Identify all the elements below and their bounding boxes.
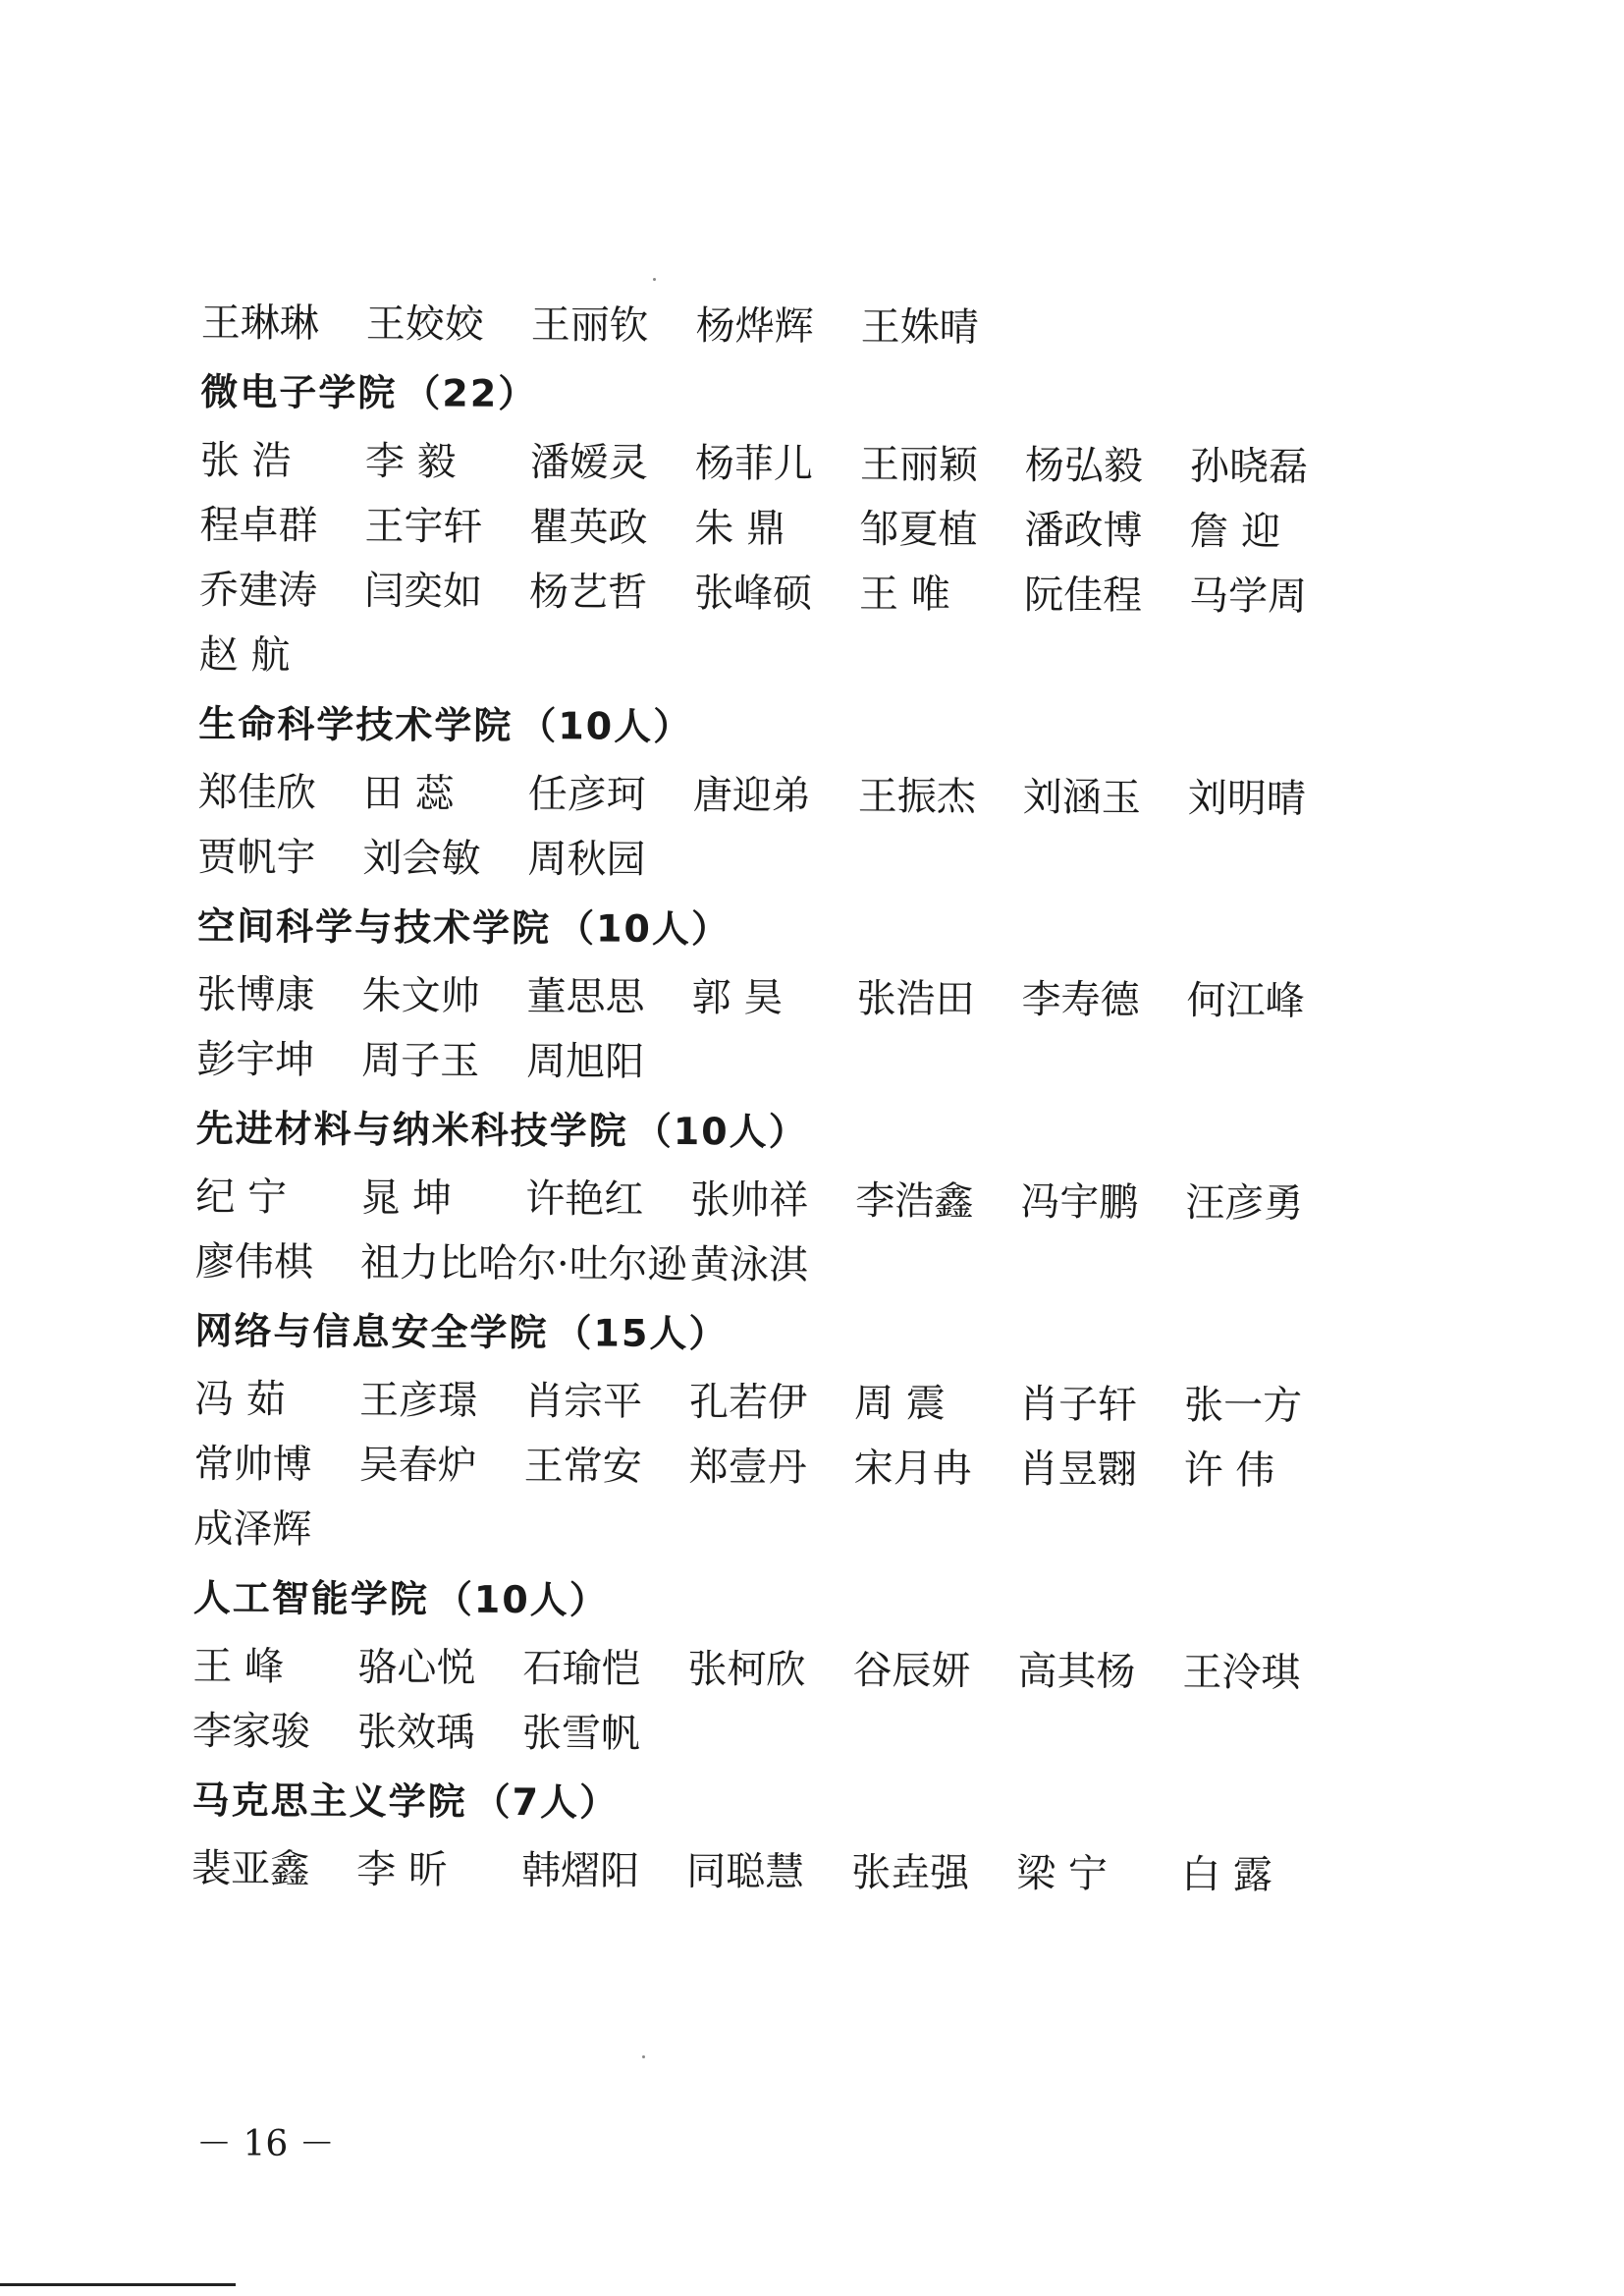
- person-name: 晁 坤: [360, 1175, 453, 1222]
- person-name: 谷辰妍: [852, 1647, 971, 1694]
- person-name: 唐迎弟: [692, 772, 811, 819]
- names-row: [198, 756, 1377, 828]
- scan-edge-line: [0, 2283, 236, 2286]
- person-name: 王彦璟: [358, 1377, 478, 1424]
- section-title: 马克思主义学院: [191, 1777, 467, 1824]
- person-name: 黄泳淇: [689, 1241, 809, 1288]
- person-name: 王宇轩: [364, 503, 483, 550]
- names-row: [201, 287, 1380, 358]
- person-name: 杨艺哲: [528, 569, 648, 616]
- person-name: 许 伟: [1183, 1447, 1275, 1494]
- section-heading: [196, 1088, 1375, 1168]
- person-name: 郭 昊: [691, 974, 784, 1021]
- person-name: 刘明晴: [1187, 775, 1306, 822]
- person-name: 邹夏植: [859, 506, 978, 553]
- names-row: [195, 1226, 1374, 1297]
- person-name: 杨菲儿: [694, 440, 814, 487]
- person-name: 吴春炉: [358, 1442, 477, 1489]
- names-row: [196, 958, 1375, 1030]
- person-name: 李家骏: [191, 1708, 311, 1755]
- person-name: 张柯欣: [687, 1646, 806, 1693]
- person-name: 乔建涛: [198, 567, 318, 614]
- person-name: 孙晓磊: [1189, 443, 1309, 490]
- person-name: 张博康: [196, 971, 315, 1018]
- award-name-list: [191, 287, 1380, 1904]
- section-heading: [197, 886, 1376, 965]
- person-name: 王 唯: [858, 571, 950, 618]
- person-name: 许艳红: [525, 1175, 644, 1223]
- section-title: 人工智能学院: [192, 1575, 429, 1620]
- person-name: 郑佳欣: [197, 769, 316, 816]
- person-name: 常帅博: [193, 1441, 312, 1488]
- person-name: 闫奕如: [363, 568, 483, 615]
- person-name: 王 峰: [192, 1643, 285, 1690]
- section-heading: [198, 683, 1377, 763]
- section-title: 先进材料与纳米科技学院: [195, 1106, 628, 1153]
- person-name: 李浩鑫: [855, 1177, 974, 1225]
- section-count: （10人）: [434, 1576, 609, 1622]
- section-heading: [193, 1558, 1372, 1637]
- names-row: [193, 1428, 1372, 1500]
- person-name: 王丽钦: [530, 301, 649, 349]
- person-name: 张垚强: [851, 1849, 970, 1896]
- person-name: 彭宇坤: [196, 1036, 315, 1083]
- person-name: 王常安: [523, 1443, 642, 1490]
- person-name: 廖伟棋: [194, 1238, 314, 1285]
- person-name: 杨烨辉: [695, 302, 814, 350]
- section-heading: [200, 352, 1379, 431]
- person-name: 刘会敏: [362, 835, 481, 882]
- person-name: 冯 茹: [193, 1376, 286, 1423]
- person-name: 詹 迎: [1189, 508, 1281, 555]
- person-name: 潘嫒灵: [529, 439, 649, 486]
- person-name: 何江峰: [1186, 977, 1305, 1024]
- section-title: 空间科学与技术学院: [196, 903, 552, 950]
- section-count: （10人）: [518, 703, 693, 748]
- person-name: 孔若伊: [688, 1379, 808, 1426]
- person-name: 肖子轩: [1018, 1381, 1138, 1428]
- section-count: （15人）: [554, 1310, 729, 1355]
- person-name: 梁 宁: [1016, 1850, 1109, 1897]
- person-name: 赵 航: [198, 631, 291, 679]
- scan-speck: [642, 2055, 645, 2058]
- person-name: 王丽颖: [859, 441, 979, 488]
- person-name: 李 毅: [364, 438, 457, 485]
- scan-speck: [653, 278, 656, 281]
- person-name: 宋月冉: [853, 1445, 972, 1492]
- person-name: 骆心悦: [357, 1644, 476, 1691]
- person-name: 肖宗平: [523, 1378, 643, 1425]
- person-name: 王姣姣: [365, 301, 484, 348]
- person-name: 冯宇鹏: [1020, 1178, 1139, 1226]
- person-name: 韩熠阳: [521, 1847, 640, 1894]
- names-row: [191, 1832, 1370, 1904]
- section-count: （10人）: [633, 1109, 808, 1154]
- person-name: 张 浩: [199, 437, 292, 484]
- person-name: 郑壹丹: [688, 1444, 807, 1491]
- person-name: 纪 宁: [195, 1174, 288, 1221]
- person-name: 王振杰: [857, 773, 976, 820]
- person-name: 王琳琳: [200, 300, 319, 347]
- section-heading: [194, 1290, 1373, 1370]
- person-name: 朱文帅: [361, 972, 480, 1019]
- section-count: （22）: [403, 370, 538, 415]
- names-row: [199, 619, 1378, 690]
- names-row: [196, 1023, 1375, 1095]
- person-name: 周子玉: [361, 1037, 480, 1084]
- person-name: 潘政博: [1024, 507, 1143, 554]
- names-row: [193, 1493, 1372, 1564]
- person-name: 石瑜恺: [522, 1645, 641, 1692]
- section-count: （7人）: [472, 1779, 620, 1825]
- person-name: 周旭阳: [526, 1038, 645, 1085]
- person-name: 成泽辉: [193, 1505, 312, 1553]
- names-row: [197, 821, 1376, 893]
- person-name: 周秋园: [527, 836, 646, 883]
- person-name: 肖昱翾: [1018, 1446, 1137, 1493]
- section-count: （10人）: [556, 905, 731, 951]
- person-name: 张一方: [1183, 1382, 1303, 1429]
- names-row: [192, 1630, 1371, 1702]
- person-name: 瞿英政: [529, 504, 648, 551]
- section-heading: [191, 1760, 1370, 1839]
- person-name: 张效瑀: [356, 1709, 476, 1756]
- names-row: [192, 1695, 1371, 1767]
- person-name: 董思思: [526, 973, 645, 1020]
- person-name: 杨弘毅: [1024, 442, 1144, 489]
- person-name: 周 震: [853, 1380, 946, 1427]
- section-title: 微电子学院: [200, 369, 398, 414]
- page-number: － 16 －: [196, 2124, 335, 2164]
- names-row: [200, 424, 1379, 496]
- section-title: 网络与信息安全学院: [194, 1308, 549, 1354]
- person-name: 程卓群: [199, 502, 318, 549]
- person-name: 张峰硕: [693, 570, 813, 617]
- person-name: 李 昕: [356, 1846, 449, 1893]
- person-name: 任彦珂: [527, 771, 646, 818]
- person-name: 贾帆宇: [197, 834, 316, 881]
- names-row: [199, 489, 1378, 561]
- person-name: 马学周: [1188, 573, 1308, 620]
- names-row: [199, 554, 1378, 626]
- person-name: 刘涵玉: [1022, 774, 1141, 821]
- person-name: 张浩田: [856, 975, 975, 1022]
- person-name: 高其杨: [1017, 1648, 1136, 1695]
- person-name: 裴亚鑫: [191, 1845, 310, 1892]
- person-name: 张雪帆: [521, 1710, 641, 1757]
- names-row: [194, 1363, 1373, 1435]
- section-title: 生命科学技术学院: [198, 701, 514, 747]
- person-name: 田 蕊: [362, 770, 455, 817]
- person-name: 朱 鼎: [694, 505, 786, 552]
- person-name: 张帅祥: [690, 1176, 809, 1224]
- person-name: 白 露: [1181, 1851, 1273, 1898]
- person-name: 汪彦勇: [1185, 1179, 1304, 1227]
- names-row: [195, 1161, 1374, 1232]
- person-name: 祖力比哈尔·吐尔逊: [359, 1239, 687, 1287]
- person-name: 同聪慧: [686, 1848, 805, 1895]
- person-name: 王泠琪: [1182, 1649, 1301, 1696]
- person-name: 阮佳程: [1023, 572, 1143, 619]
- person-name: 李寿德: [1021, 976, 1140, 1023]
- person-name: 王姝晴: [860, 303, 979, 351]
